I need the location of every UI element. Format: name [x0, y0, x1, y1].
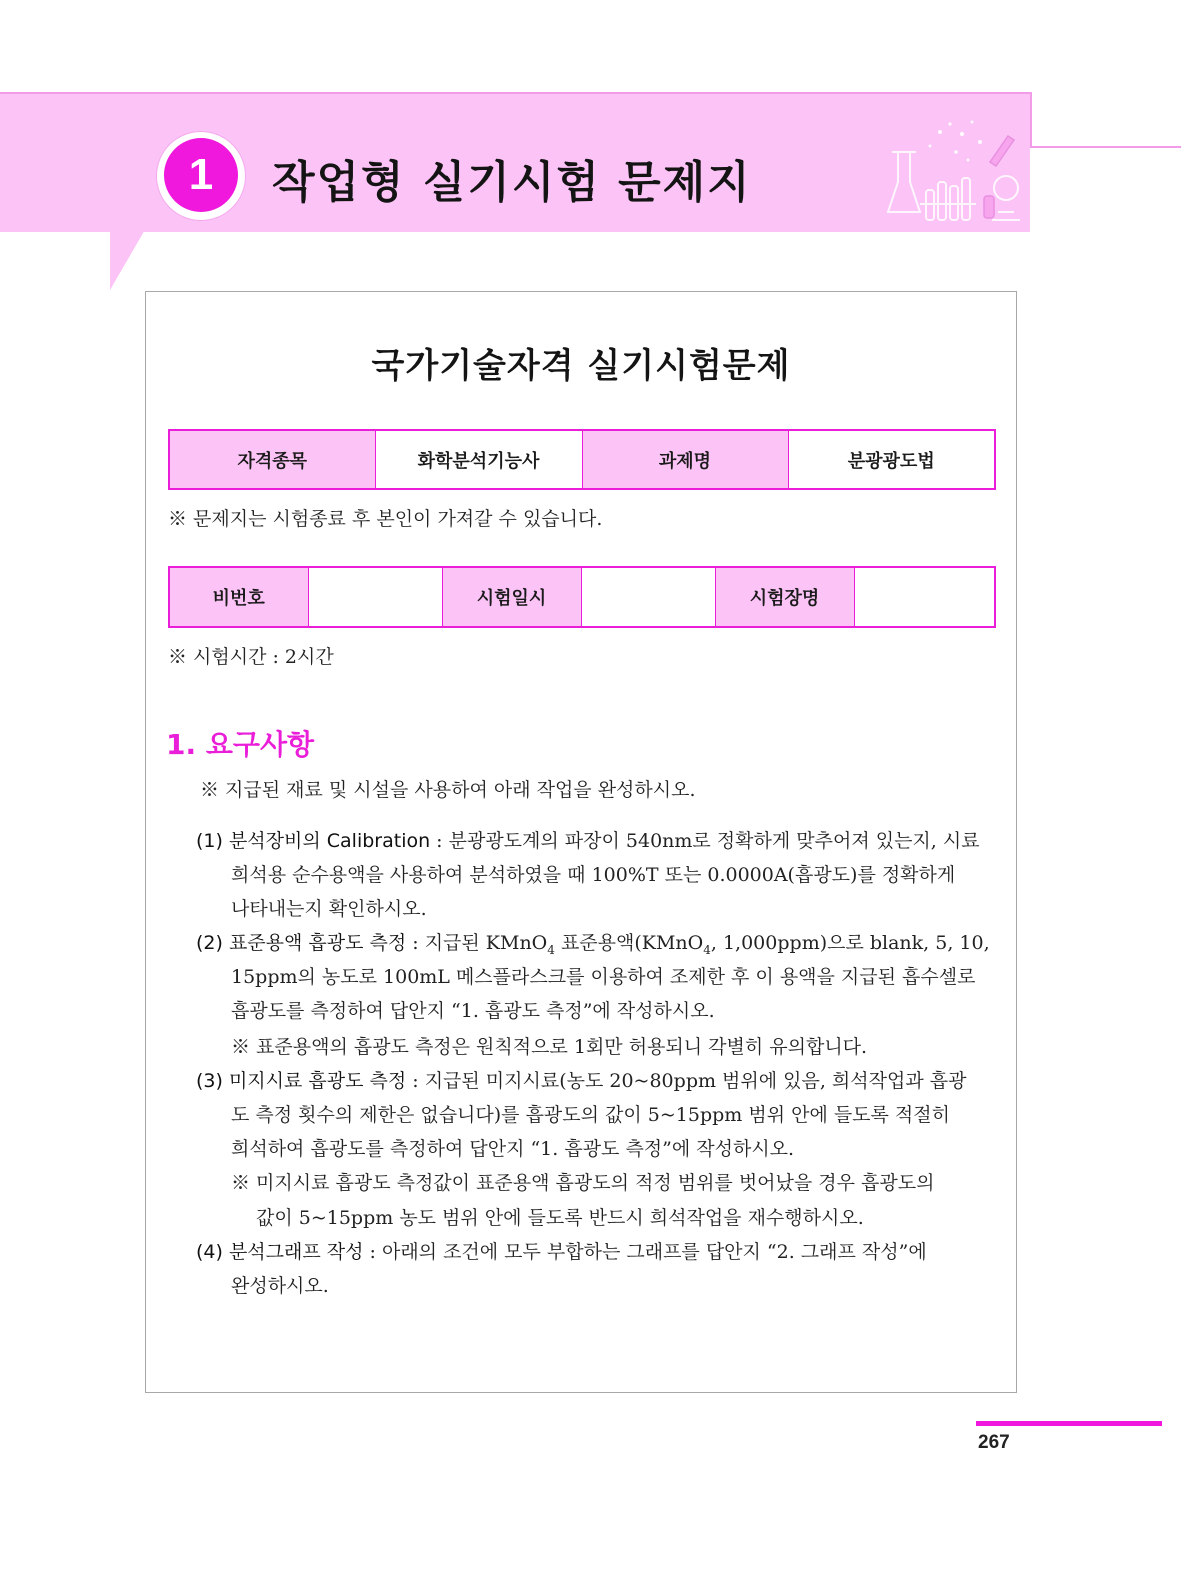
item-3-line-1: (3) 미지시료 흡광도 측정 : 지급된 미지시료(농도 20~80ppm 범위에 있음, 희석작업과 흡광 — [196, 1070, 967, 1092]
item-4-line-1: (4) 분석그래프 작성 : 아래의 조건에 모두 부합하는 그래프를 답안지 “2. 그래프 작성”에 — [196, 1241, 927, 1263]
item-1-line-1: (1) 분석장비의 Calibration : 분광광도계의 파장이 540nm로 정확하게 맞추어져 있는지, 시료 — [196, 830, 980, 852]
item-1-line-2: 희석용 순수용액을 사용하여 분석하였을 때 100%T 또는 0.0000A(흡광도)를 정확하게 — [231, 864, 956, 886]
item-2-line-3: 흡광도를 측정하여 답안지 “1. 흡광도 측정”에 작성하시오. — [231, 1000, 715, 1022]
seat-number-label: 비번호 — [169, 567, 308, 627]
document-title: 국가기술자격 실기시험문제 — [371, 346, 791, 386]
exam-info-table — [168, 566, 996, 628]
exam-datetime-value — [581, 567, 715, 627]
page-number-rule — [976, 1421, 1162, 1426]
item-2-note: ※ 표준용액의 흡광도 측정은 원칙적으로 1회만 허용되니 각별히 유의합니다. — [231, 1036, 868, 1058]
chapter-number-badge — [157, 132, 245, 220]
banner-pointer — [110, 228, 146, 290]
item-2-label: (2) 표준용액 흡광도 측정 — [196, 932, 407, 954]
task-name-label: 과제명 — [582, 430, 788, 489]
item-3-line-3: 희석하여 흡광도를 측정하여 답안지 “1. 흡광도 측정”에 작성하시오. — [231, 1138, 795, 1160]
item-1-line-3: 나타내는지 확인하시오. — [231, 898, 427, 920]
chapter-number: 1 — [164, 138, 238, 212]
qualification-label: 자격종목 — [169, 430, 375, 489]
exam-time-note: ※ 시험시간 : 2시간 — [168, 646, 334, 668]
lab-equipment-illustration — [880, 112, 1026, 230]
item-2-line-2: 15ppm의 농도로 100mL 메스플라스크를 이용하여 조제한 후 이 용액을 지급된 흡수셀로 — [231, 966, 976, 988]
exam-venue-label: 시험장명 — [715, 567, 854, 627]
exam-venue-value — [854, 567, 995, 627]
task-name-value: 분광광도법 — [788, 430, 995, 489]
item-3-line-2: 도 측정 횟수의 제한은 없습니다)를 흡광도의 값이 5~15ppm 범위 안에 들도록 적절히 — [231, 1104, 950, 1126]
exam-datetime-label: 시험일시 — [442, 567, 581, 627]
item-3-note-line-1: ※ 미지시료 흡광도 측정값이 표준용액 흡광도의 적정 범위를 벗어났을 경우 흡광도의 — [231, 1172, 935, 1194]
item-3-note-line-2: 값이 5~15ppm 농도 범위 안에 들도록 반드시 희석작업을 재수행하시오. — [256, 1207, 864, 1229]
item-1-label: (1) 분석장비의 Calibration — [196, 830, 431, 852]
section-heading: 1. 요구사항 — [166, 728, 315, 761]
chapter-title: 작업형 실기시험 문제지 — [272, 157, 752, 208]
page-tab-outline — [1030, 92, 1181, 148]
item-4-label: (4) 분석그래프 작성 — [196, 1241, 364, 1263]
qualification-info-table — [168, 429, 996, 490]
item-2-line-1: (2) 표준용액 흡광도 측정 : 지급된 KMnO$_4$ 표준용액(KMnO$_4$, 1,000ppm)으로 blank, 5, 10, — [196, 932, 990, 957]
item-4-line-2: 완성하시오. — [231, 1275, 329, 1297]
take-home-note: ※ 문제지는 시험종료 후 본인이 가져갈 수 있습니다. — [168, 508, 603, 530]
qualification-value: 화학분석기능사 — [375, 430, 582, 489]
section-intro: ※ 지급된 재료 및 시설을 사용하여 아래 작업을 완성하시오. — [200, 779, 696, 801]
seat-number-value — [308, 567, 442, 627]
item-3-label: (3) 미지시료 흡광도 측정 — [196, 1070, 407, 1092]
page-number: 267 — [978, 1432, 1010, 1453]
